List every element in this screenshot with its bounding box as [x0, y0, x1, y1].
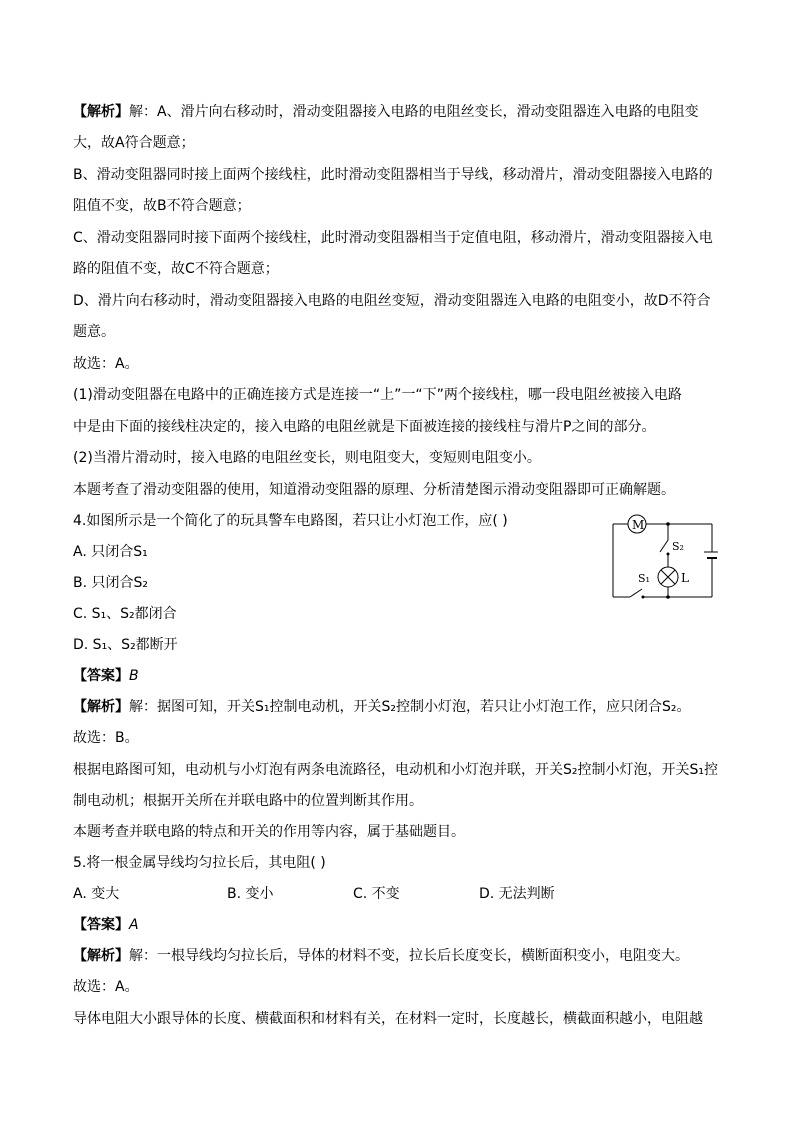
- switch-s1-label: S₁: [638, 572, 650, 585]
- q3-analysis-d-cont: 题意。: [73, 324, 115, 340]
- q3-choose: 故选：A。: [73, 356, 139, 372]
- q4-stem: 4.如图所示是一个简化了的玩具警车电路图，若只让小灯泡工作，应( ): [73, 513, 508, 529]
- q4-option-b: B. 只闭合S₂: [73, 575, 149, 591]
- analysis-label: 【解析】: [73, 699, 129, 715]
- lamp-label: L: [681, 571, 689, 585]
- q3-analysis-line: 【解析】解：A、滑片向右移动时，滑动变阻器接入电路的电阻丝变长，滑动变阻器连入电路的电阻变: [73, 104, 699, 120]
- q4-explanation: 根据电路图可知，电动机与小灯泡有两条电流路径，电动机和小灯泡并联，开关S₂控制小灯泡，开关S₁控: [73, 762, 718, 778]
- q3-note1-cont: 中是由下面的接线柱决定的，接入电路的电阻丝就是下面被连接的接线柱与滑片P之间的部分。: [73, 419, 656, 435]
- circuit-diagram: [608, 512, 718, 604]
- q5-option-a: A. 变大: [73, 886, 120, 902]
- answer-label: 【答案】: [73, 668, 129, 684]
- q3-analysis-d: D、滑片向右移动时，滑动变阻器接入电路的电阻丝变短，滑动变阻器连入电路的电阻变小，故D不符合: [73, 293, 711, 309]
- q3-analysis-b: B、滑动变阻器同时接上面两个接线柱，此时滑动变阻器相当于导线，移动滑片，滑动变阻器接入电路的: [73, 167, 713, 183]
- q4-option-a: A. 只闭合S₁: [73, 544, 148, 560]
- analysis-label: 【解析】: [73, 104, 129, 120]
- switch-s2-blade: [660, 540, 668, 552]
- junction-dot: [666, 522, 670, 526]
- q3-analysis-a-cont: 大，故A符合题意；: [73, 135, 195, 151]
- q5-stem: 5.将一根金属导线均匀拉长后，其电阻( ): [73, 855, 326, 871]
- answer-label: 【答案】: [73, 917, 129, 933]
- q5-option-d: D. 无法判断: [479, 886, 555, 902]
- answer-value: B: [129, 668, 139, 684]
- switch-s1-blade: [630, 589, 642, 597]
- q5-options: [73, 884, 555, 904]
- q4-option-c: C. S₁、S₂都闭合: [73, 606, 177, 622]
- q4-explanation-cont: 制电动机；根据开关所在并联电路中的位置判断其作用。: [73, 793, 423, 809]
- junction-dot: [666, 595, 670, 599]
- q4-analysis: 【解析】解：据图可知，开关S₁控制电动机，开关S₂控制小灯泡，若只让小灯泡工作，应只闭合S₂。: [73, 699, 691, 715]
- q3-analysis-c: C、滑动变阻器同时接下面两个接线柱，此时滑动变阻器相当于定值电阻，移动滑片，滑动变阻器接入电: [73, 230, 713, 246]
- q3-analysis-c-cont: 路的阻值不变，故C不符合题意；: [73, 261, 279, 277]
- q3-note1: (1)滑动变阻器在电路中的正确连接方式是连接一“上”一“下”两个接线柱，哪一段电阻丝被接入电路: [73, 387, 682, 403]
- q5-option-c: C. 不变: [353, 886, 400, 902]
- switch-s1-contact: [642, 596, 645, 599]
- q5-choose: 故选：A。: [73, 979, 139, 995]
- switch-s2-contact: [667, 553, 670, 556]
- q3-note2: (2)当滑片滑动时，接入电路的电阻丝变长，则电阻变大，变短则电阻变小。: [73, 450, 541, 466]
- motor-label: M: [632, 518, 645, 532]
- q3-summary: 本题考查了滑动变阻器的使用，知道滑动变阻器的原理、分析清楚图示滑动变阻器即可正确解题。: [73, 482, 675, 498]
- q4-answer: [73, 666, 139, 686]
- q5-explanation: 导体电阻大小跟导体的长度、横截面积和材料有关，在材料一定时，长度越长，横截面积越小，电阻越: [73, 1011, 703, 1027]
- q4-choose: 故选：B。: [73, 730, 139, 746]
- answer-value: A: [129, 917, 139, 933]
- q5-option-b: B. 变小: [227, 886, 274, 902]
- analysis-label: 【解析】: [73, 948, 129, 964]
- q4-summary: 本题考查并联电路的特点和开关的作用等内容，属于基础题目。: [73, 824, 465, 840]
- q4-option-d: D. S₁、S₂都断开: [73, 637, 178, 653]
- q5-analysis: 【解析】解：一根导线均匀拉长后，导体的材料不变，拉长后长度变长，横断面积变小，电阻变大。: [73, 948, 689, 964]
- q5-answer: [73, 915, 139, 935]
- switch-s2-label: S₂: [672, 540, 684, 553]
- q3-analysis-b-cont: 阻值不变，故B不符合题意；: [73, 198, 251, 214]
